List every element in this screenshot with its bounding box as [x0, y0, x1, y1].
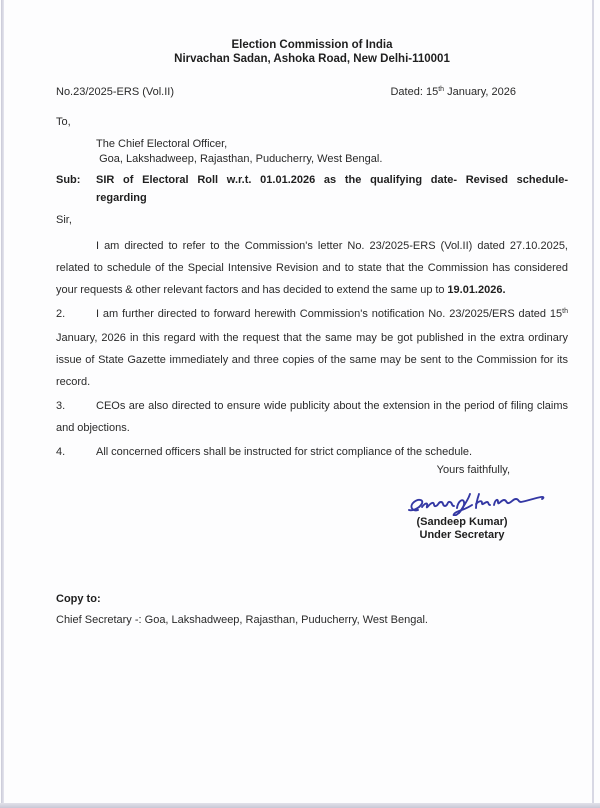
signatory-name: (Sandeep Kumar): [416, 516, 508, 528]
letterhead: [56, 39, 568, 66]
signature-block: [382, 490, 542, 542]
addressee-line-2: Goa, Lakshadweep, Rajasthan, Puducherry, West Bengal.: [96, 152, 383, 165]
subject-line-2: regarding: [96, 192, 147, 204]
signatory-title: Under Secretary: [419, 529, 505, 541]
paragraph: 2. I am further directed to forward herewith Commission's notification No. 23/2025/ERS dated 15th January, 2026 in this regard with the request that the same may be got published in the extra ordinary issue of State Gazette immediately and three copies of the same may be sent to the Commission for its record.: [56, 303, 568, 393]
subject-row: [56, 171, 568, 207]
letter-date-ordinal: th: [438, 86, 445, 93]
paragraph: 3. CEOs are also directed to ensure wide publicity about the extension in the period of filing claims and objections.: [56, 395, 568, 439]
subject-label: Sub:: [56, 174, 81, 186]
paragraph: I am directed to refer to the Commission's letter No. 23/2025-ERS (Vol.II) dated 27.10.2025, related to schedule of the Special Intensive Revision and to state that the Commission has considered your requests & other relevant factors and has decided to extend the same up to 19.01.2026.: [56, 240, 568, 296]
copy-to-label: Copy to:: [56, 593, 101, 605]
letterhead-title: Election Commission of India: [231, 39, 393, 51]
reference-number: No.23/2025-ERS (Vol.II): [56, 86, 175, 98]
letter-date-suffix: January, 2026: [444, 86, 516, 98]
reference-row: [56, 85, 568, 101]
signature-image: [408, 490, 546, 516]
paragraph-number: 3.: [56, 400, 66, 412]
addressee-block: [96, 137, 568, 166]
paragraph-number: 4.: [56, 446, 66, 458]
addressee-line-1: The Chief Electoral Officer,: [96, 138, 228, 150]
valediction: Yours faithfully,: [436, 464, 510, 476]
letter-date-prefix: Dated: 15: [390, 86, 439, 98]
letter-date: [390, 85, 516, 101]
paragraph-number: 2.: [56, 308, 66, 320]
copy-to-line: Chief Secretary -: Goa, Lakshadweep, Rajasthan, Puducherry, West Bengal.: [56, 614, 428, 626]
paragraph: 4. All concerned officers shall be instructed for strict compliance of the schedule.: [56, 441, 568, 463]
subject-text: [96, 171, 568, 207]
page-edge-bottom: [0, 803, 600, 808]
salutation-to: To,: [56, 116, 71, 128]
salutation-sir: Sir,: [56, 214, 72, 226]
letterhead-address: Nirvachan Sadan, Ashoka Road, New Delhi-110001: [174, 52, 450, 65]
subject-line-1: SIR of Electoral Roll w.r.t. 01.01.2026 as the qualifying date- Revised schedule-: [96, 174, 568, 186]
letter-body: [56, 235, 568, 463]
